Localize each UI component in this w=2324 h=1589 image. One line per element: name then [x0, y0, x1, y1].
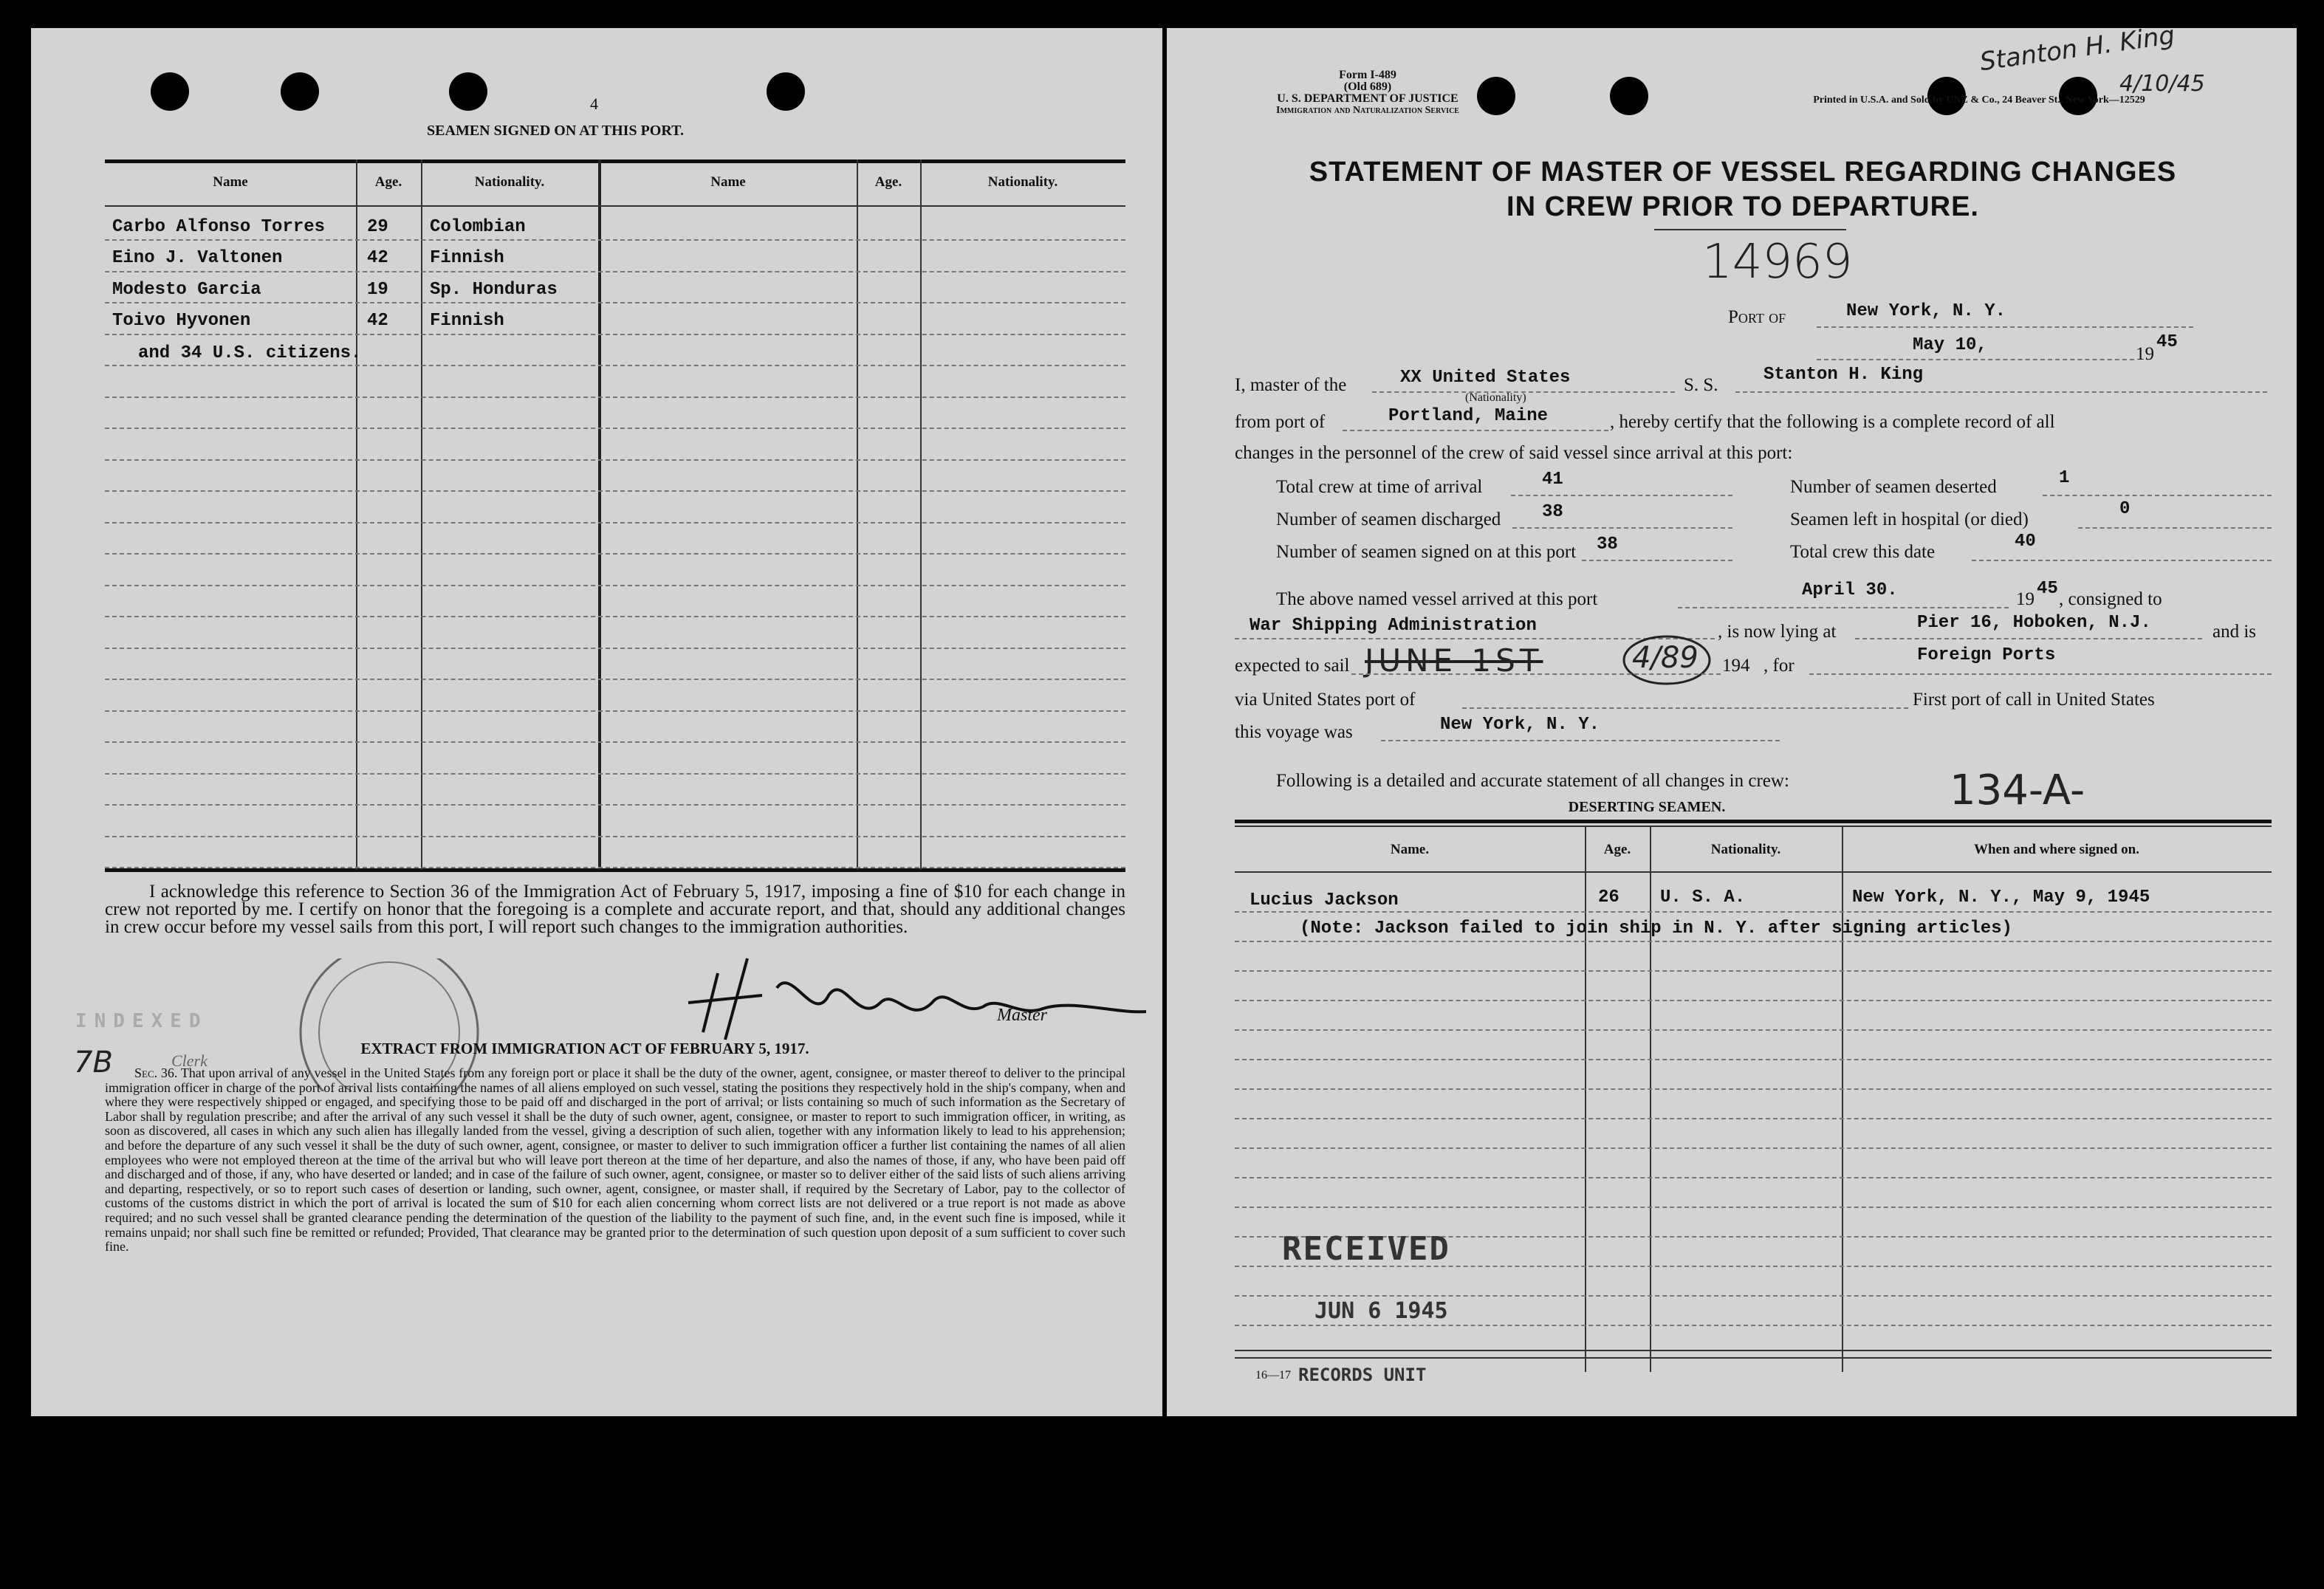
arrived-date: April 30. — [1802, 580, 1898, 600]
col-header-age-2: Age. — [874, 174, 902, 190]
voyage-value: New York, N. Y. — [1440, 715, 1600, 735]
footer-code: 16—17 — [1255, 1369, 1291, 1382]
deserting-title: DESERTING SEAMEN. — [1568, 799, 1726, 815]
seaman-nationality: Colombian — [430, 217, 526, 237]
row-rule — [1235, 1147, 2272, 1149]
vessel-name: Stanton H. King — [1763, 365, 1924, 385]
seaman-nationality: Sp. Honduras — [430, 280, 558, 300]
row-rule — [1235, 1118, 2272, 1119]
handwritten-mark: 7B — [74, 1046, 113, 1080]
deserter-age: 26 — [1598, 888, 1619, 907]
changes-text: changes in the personnel of the crew of said vessel since arrival at this port: — [1235, 443, 1793, 463]
total-crew-arrival-label: Total crew at time of arrival — [1276, 477, 1483, 497]
left-page — [31, 28, 1162, 1416]
deserter-nationality: U. S. A. — [1660, 888, 1746, 907]
voyage-label: this voyage was — [1235, 722, 1353, 742]
row-rule — [105, 428, 1125, 429]
file-number: 14969 — [1702, 235, 1853, 289]
seaman-nationality: Finnish — [430, 311, 504, 331]
col-header-nationality: Nationality. — [474, 174, 545, 190]
certify-text: , hereby certify that the following is a complete record of all — [1610, 412, 2055, 432]
row-rule — [105, 365, 1125, 366]
expected-label: expected to sail — [1235, 656, 1350, 676]
arrived-year-prefix: 19 — [2016, 589, 2035, 609]
signed-on-count: 38 — [1597, 535, 1618, 555]
row-rule — [105, 271, 1125, 272]
year-prefix: 19 — [2136, 344, 2154, 364]
form-number: Form I-489 — [1339, 69, 1396, 81]
ss-label: S. S. — [1684, 375, 1718, 395]
punch-hole — [151, 72, 189, 111]
deserter-signed-on: New York, N. Y., May 9, 1945 — [1852, 888, 2150, 907]
punch-hole — [1477, 77, 1515, 115]
total-crew-date: 40 — [2015, 532, 2036, 552]
from-port-label: from port of — [1235, 412, 1326, 432]
seaman-name: Carbo Alfonso Torres — [112, 217, 326, 237]
lying-label: , is now lying at — [1718, 622, 1837, 642]
arrived-label: The above named vessel arrived at this port — [1276, 589, 1598, 609]
clerk-label: Clerk — [171, 1051, 208, 1070]
row-rule — [1235, 1207, 2272, 1208]
discharged-label: Number of seamen discharged — [1276, 509, 1501, 529]
row-rule — [105, 679, 1125, 680]
form-title-line-2: IN CREW PRIOR TO DEPARTURE. — [1507, 191, 1979, 222]
via-label: via United States port of — [1235, 690, 1416, 710]
handwritten-code: 134-A- — [1950, 766, 2085, 814]
col-header-name: Name — [213, 174, 248, 190]
col-divider — [857, 159, 858, 870]
vessel-nationality: XX United States — [1400, 368, 1571, 388]
row-rule — [105, 585, 1125, 586]
row-rule — [1235, 1059, 2272, 1060]
punch-hole — [281, 72, 319, 111]
seaman-name: Modesto Garcia — [112, 280, 261, 300]
extract-title: EXTRACT FROM IMMIGRATION ACT OF FEBRUARY 5, 1917. — [360, 1040, 809, 1057]
deserters-col-signed-on: When and where signed on. — [1973, 842, 2139, 857]
expected-date-crossed: JUNE 1ST — [1365, 642, 1543, 679]
deserters-top-rule — [1235, 820, 2272, 823]
expected-hand-note: 4/89 — [1632, 641, 1699, 675]
deserter-name: Lucius Jackson — [1250, 890, 1399, 910]
seaman-age: 42 — [367, 248, 388, 268]
citizens-note: and 34 U.S. citizens. — [138, 343, 362, 363]
handwritten-date: 4/10/45 — [2119, 71, 2205, 97]
row-rule — [1235, 1177, 2272, 1178]
row-rule — [105, 773, 1125, 775]
row-rule — [105, 741, 1125, 743]
destination: Foreign Ports — [1917, 645, 2056, 665]
header-rule — [105, 205, 1125, 207]
row-rule — [1235, 941, 2272, 942]
col-header-nationality-2: Nationality. — [987, 174, 1058, 190]
deserters-col-age: Age. — [1603, 842, 1631, 857]
report-year: 45 — [2156, 332, 2178, 352]
printer-line: Printed in U.S.A. and Sold by UNZ & Co., 24 Beaver St., New York—12529 — [1813, 95, 2145, 106]
row-rule — [1235, 1029, 2272, 1031]
row-rule — [1235, 1000, 2272, 1001]
master-of-label: I, master of the — [1235, 375, 1347, 395]
row-rule — [105, 710, 1125, 712]
acknowledgement-text: I acknowledge this reference to Section 36 of the Immigration Act of February 5, 1917, imposing a fine of $10 for each change in crew not reported by me. I certify on honor that the foregoing is a complete and accurate report, and that, should any additional changes in crew occur before my vessel sails from this port, I will report such changes to the immigration authorities. — [105, 882, 1125, 937]
arrived-year: 45 — [2037, 579, 2058, 599]
row-rule — [105, 804, 1125, 806]
col-divider — [920, 159, 922, 870]
form-old-number: (Old 689) — [1343, 80, 1392, 93]
handwritten-vessel-name: Stanton H. King — [1978, 20, 2177, 78]
col-header-age: Age. — [374, 174, 402, 190]
hospital-count: 0 — [2119, 499, 2131, 519]
row-rule — [105, 397, 1125, 398]
deserter-note: (Note: Jackson failed to join ship in N. Y. after signing articles) — [1300, 919, 2012, 938]
extract-text: That upon arrival of any vessel in the United States from any foreign port or place it shall be the duty of the owner, agent, consignee, or master thereof to deliver to the principal immigration officer in charge of the port of arrival lists containing the names of all aliens employed on such vessel, stating the positions they respectively hold in the ship's company, when and where they were respectively shipped or engaged, and specifying those to be paid off and discharged in the port of arrival; or lists containing so much of such information as the Secretary of Labor shall by regulation prescribe; and after the arrival of any such vessel it shall be the duty of such owner, agent, consignee, or master to report to such immigration officer, in writing, as soon as discovered, all cases in which any such alien has illegally landed from the vessel, giving a description of such alien, together with any information likely to lead to his apprehension; and before the departure of any such vessel it shall be the duty of such owner, agent, consignee, or master to deliver to such immigration officer a further list containing the names of all alien employees who were not employed thereon at the time of the arrival but who will leave port thereon at the time of her departure, and also the names of those, if any, who have been paid off and discharged and of those, if any, who have deserted or landed; and in case of the failure of such owner, agent, consignee, or master so to deliver either of the said lists of such aliens arriving and departing, respectively, or so to report such cases of desertion or landing, such owner, agent, consignee, or master shall, if required by the Secretary of Labor, pay to the collector of customs of the customs district in which the port of arrival is located the sum of $10 for each alien concerning whom correct lists are not delivered or a true report is not made as above required; and no such vessel shall be granted clearance pending the determination of the question of the liability to the payment of such fine, and, in the event such fine is imposed, while it remains unpaid; nor shall such fine be remitted or refunded; Provided, That clearance may be granted prior to the determination of such question upon deposit of a sum sufficient to cover such fine. — [105, 1065, 1125, 1255]
punch-hole — [449, 72, 487, 111]
deserters-col-nationality: Nationality. — [1710, 842, 1781, 857]
row-rule — [105, 648, 1125, 649]
total-crew-date-label: Total crew this date — [1790, 542, 1936, 562]
row-rule — [1235, 1088, 2272, 1090]
row-rule — [1235, 1295, 2272, 1297]
table-bottom-rule — [105, 868, 1125, 872]
master-signature — [673, 944, 1146, 1054]
row-rule — [105, 334, 1125, 335]
page-number: 4 — [590, 95, 598, 113]
row-rule — [105, 867, 1125, 868]
for-label: , for — [1763, 656, 1795, 676]
total-crew-arrival: 41 — [1542, 470, 1563, 490]
seaman-age: 42 — [367, 311, 388, 331]
seaman-age: 19 — [367, 280, 388, 300]
row-rule — [1235, 911, 2272, 913]
punch-hole — [1610, 77, 1648, 115]
deserters-col-name: Name. — [1390, 842, 1430, 857]
row-rule — [1235, 1325, 2272, 1326]
form-title-line-1: STATEMENT OF MASTER OF VESSEL REGARDING CHANGES — [1309, 157, 2177, 188]
and-is-label: and is — [2212, 622, 2257, 642]
records-unit-stamp: RECORDS UNIT — [1298, 1365, 1427, 1385]
right-page — [1167, 20, 2297, 1416]
hospital-label: Seamen left in hospital (or died) — [1790, 509, 2029, 529]
extract-body — [105, 1066, 1125, 1255]
row-rule — [105, 522, 1125, 524]
punch-hole — [767, 72, 805, 111]
department: U. S. DEPARTMENT OF JUSTICE — [1277, 92, 1459, 105]
form-header — [1257, 69, 1478, 117]
following-text: Following is a detailed and accurate statement of all changes in crew: — [1276, 771, 1789, 791]
row-rule — [105, 836, 1125, 837]
row-rule — [105, 616, 1125, 617]
deserted-label: Number of seamen deserted — [1790, 477, 1997, 497]
received-stamp: RECEIVED — [1282, 1230, 1450, 1268]
row-rule — [1235, 970, 2272, 972]
col-divider-center — [598, 159, 601, 870]
col-header-name-2: Name — [710, 174, 746, 190]
col-divider — [421, 159, 422, 870]
port-label: Port of — [1728, 307, 1786, 327]
form-title — [1233, 155, 2252, 224]
lying-value: Pier 16, Hoboken, N.J. — [1917, 613, 2151, 633]
seaman-name: Eino J. Valtonen — [112, 248, 283, 268]
row-rule — [105, 553, 1125, 555]
row-rule — [105, 459, 1125, 461]
deserted-count: 1 — [2059, 468, 2070, 488]
discharged-count: 38 — [1542, 502, 1563, 522]
received-date-stamp: JUN 6 1945 — [1314, 1298, 1448, 1324]
table-top-rule — [105, 159, 1125, 163]
signed-on-label: Number of seamen signed on at this port — [1276, 542, 1577, 562]
consignee: War Shipping Administration — [1250, 616, 1537, 636]
nationality-caption: (Nationality) — [1465, 391, 1526, 404]
first-port-label: First port of call in United States — [1913, 690, 2155, 710]
indexed-stamp: INDEXED — [75, 1010, 208, 1032]
expected-year: 194 — [1722, 656, 1750, 676]
deserters-header-rule — [1235, 871, 2272, 873]
seaman-age: 29 — [367, 217, 388, 237]
master-label: Master — [997, 1006, 1047, 1025]
from-port-value: Portland, Maine — [1388, 406, 1549, 426]
port-value: New York, N. Y. — [1846, 301, 2006, 321]
report-date: May 10, — [1913, 335, 1987, 355]
section-title: SEAMEN SIGNED ON AT THIS PORT. — [427, 123, 684, 139]
row-rule — [105, 239, 1125, 241]
seaman-name: Toivo Hyvonen — [112, 311, 251, 331]
section-label: Sec. 36. — [134, 1065, 178, 1080]
row-rule — [105, 302, 1125, 303]
seaman-nationality: Finnish — [430, 248, 504, 268]
title-rule — [1654, 229, 1846, 230]
consigned-label: , consigned to — [2059, 589, 2162, 609]
row-rule — [105, 490, 1125, 492]
col-divider — [356, 159, 357, 870]
service: Immigration and Naturalization Service — [1276, 105, 1459, 116]
